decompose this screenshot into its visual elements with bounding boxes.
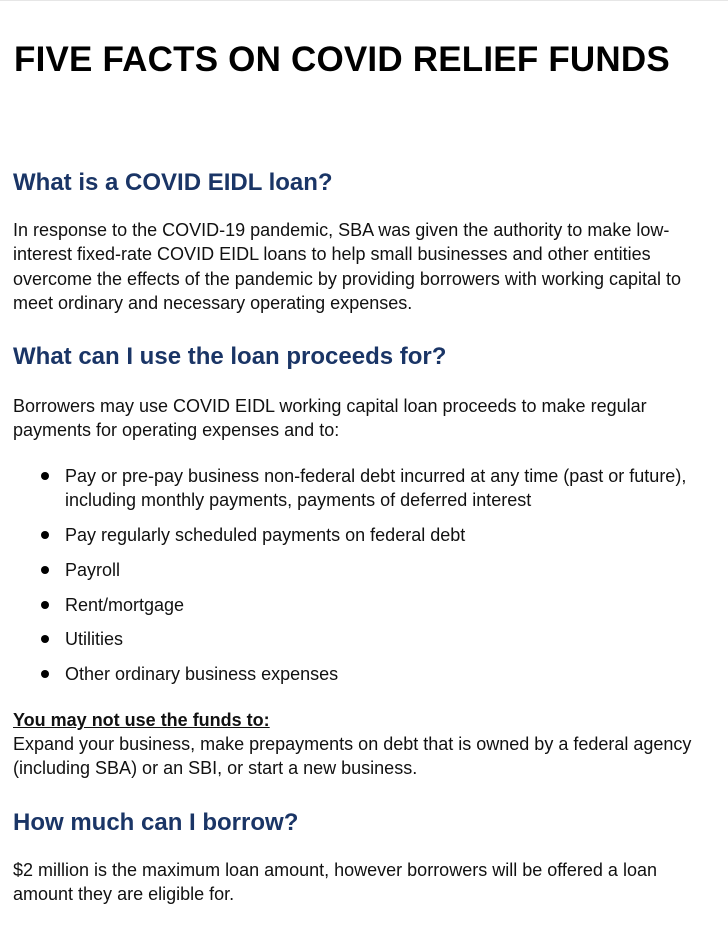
- bullet-icon: [41, 531, 49, 539]
- restriction-text: Expand your business, make prepayments on debt that is owned by a federal agency (including SBA) or an SBI, or start a new business.: [13, 734, 692, 779]
- list-item: [13, 593, 713, 617]
- section-text-borrow-amount: $2 million is the maximum loan amount, however borrowers will be offered a loan amount they are eligible for.: [13, 860, 657, 905]
- bullet-icon: [41, 566, 49, 574]
- section-heading-borrow-amount: How much can I borrow?: [13, 809, 299, 836]
- bullet-icon: [41, 601, 49, 609]
- bullet-icon: [41, 635, 49, 643]
- list-item: [13, 523, 713, 547]
- list-item: [13, 662, 713, 686]
- top-divider: [0, 0, 728, 1]
- section-heading-loan-uses: What can I use the loan proceeds for?: [13, 343, 447, 370]
- list-item-text: Rent/mortgage: [65, 594, 185, 615]
- bullet-icon: [41, 670, 49, 678]
- list-item-text: Payroll: [65, 559, 121, 580]
- list-item-text: Pay regularly scheduled payments on federal debt: [65, 525, 466, 546]
- section-text-what-is-eidl: In response to the COVID-19 pandemic, SBA was given the authority to make low-interest fixed-rate COVID EIDL loans to help small businesses and other entities overcome the effects of the pandemic by providing borrowers with working capital to meet ordinary and necessary operating expenses.: [13, 220, 682, 313]
- bullet-icon: [41, 472, 49, 480]
- section-heading-what-is-eidl: What is a COVID EIDL loan?: [13, 169, 333, 196]
- loan-uses-list: [13, 464, 713, 697]
- section-text-loan-uses: Borrowers may use COVID EIDL working capital loan proceeds to make regular payments for operating expenses and to:: [13, 396, 647, 441]
- list-item-text: Utilities: [65, 629, 124, 650]
- list-item: [13, 627, 713, 651]
- restriction-heading: You may not use the funds to:: [13, 710, 270, 730]
- list-item-text: Other ordinary business expenses: [65, 664, 339, 685]
- document-title: FIVE FACTS ON COVID RELIEF FUNDS: [14, 40, 670, 79]
- list-item-text: Pay or pre-pay business non-federal debt incurred at any time (past or future), including monthly payments, payments of deferred interest: [65, 466, 687, 511]
- list-item: [13, 558, 713, 582]
- list-item: [13, 464, 713, 513]
